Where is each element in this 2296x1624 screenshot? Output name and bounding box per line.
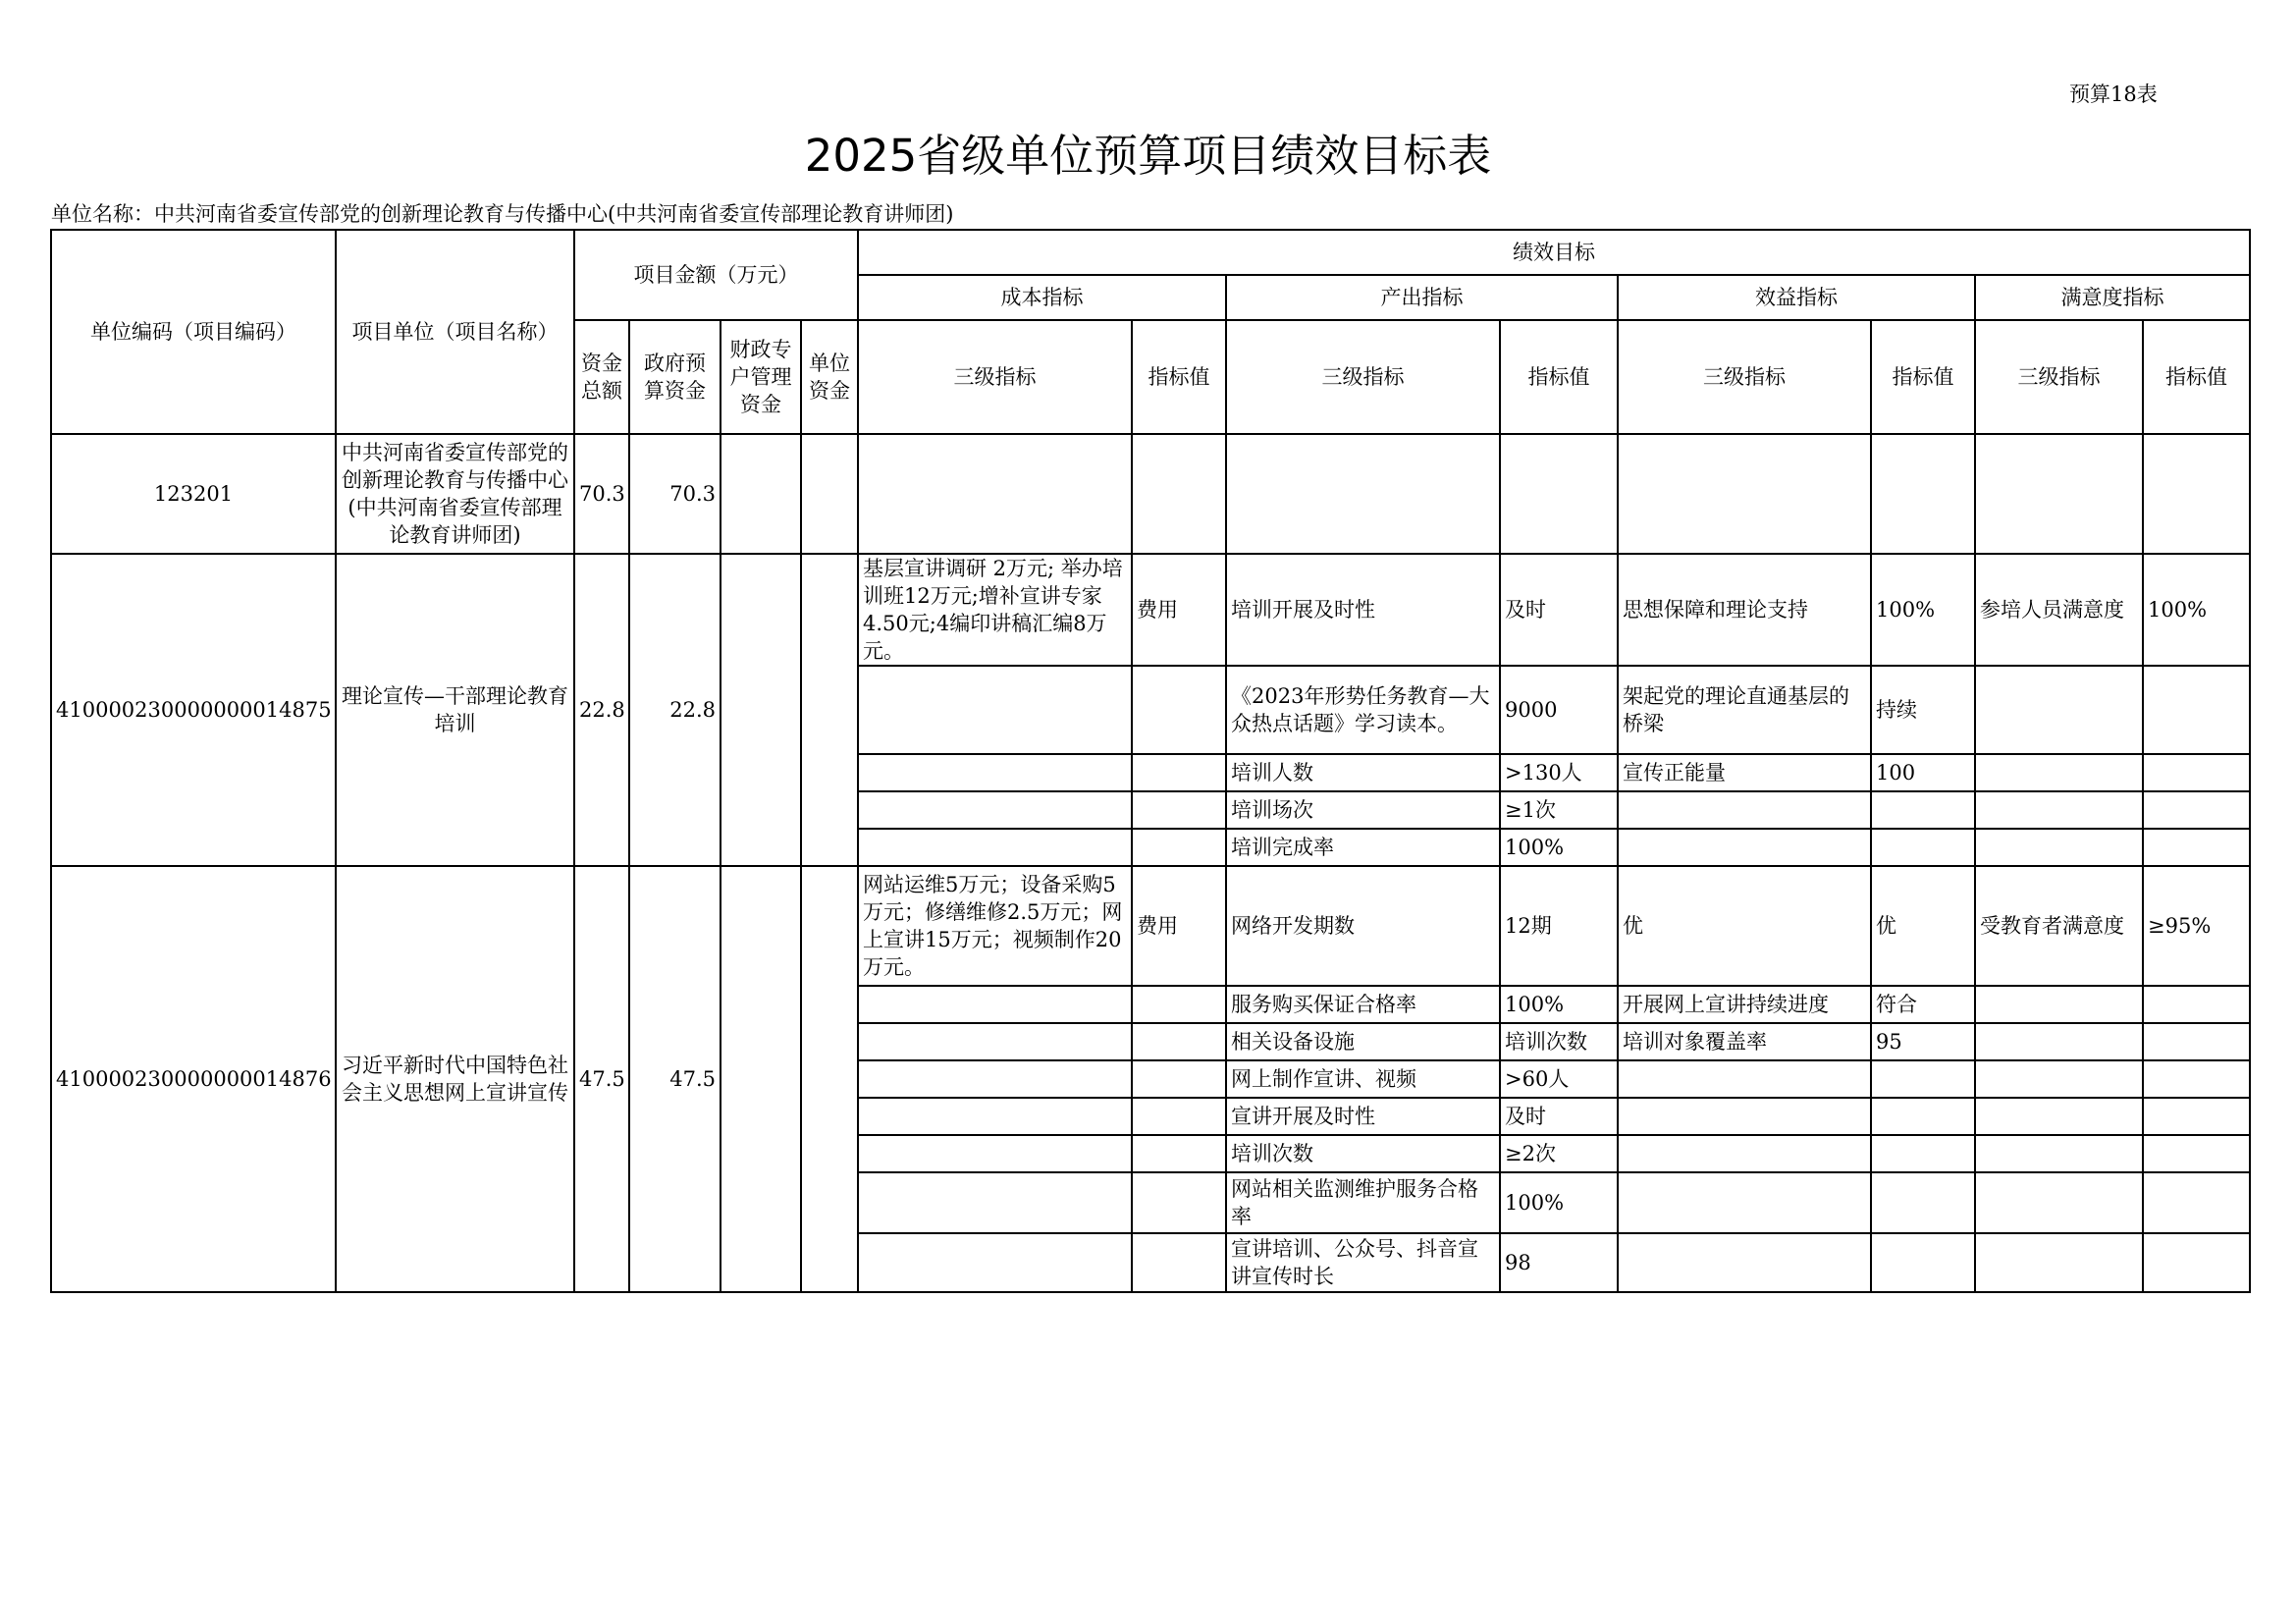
cost-value: [1132, 986, 1226, 1023]
satisfaction-value: [2143, 1060, 2250, 1098]
output-indicator: 网上制作宣讲、视频: [1226, 1060, 1500, 1098]
satisfaction-value: [2143, 1233, 2250, 1292]
satisfaction-value: [2143, 1135, 2250, 1172]
output-value: 100%: [1500, 829, 1618, 866]
satisfaction-indicator: [1975, 1233, 2143, 1292]
cost-indicator: [858, 791, 1132, 829]
output-indicator: 宣讲开展及时性: [1226, 1098, 1500, 1135]
unit-total: 70.3: [574, 434, 629, 554]
output-value: 98: [1500, 1233, 1618, 1292]
output-value: ≥1次: [1500, 791, 1618, 829]
satisfaction-indicator: 参培人员满意度: [1975, 554, 2143, 666]
output-indicator: 网络开发期数: [1226, 866, 1500, 986]
satisfaction-value: [2143, 986, 2250, 1023]
cost-value: [1132, 829, 1226, 866]
cost-indicator: [858, 1060, 1132, 1098]
satisfaction-indicator: [1975, 666, 2143, 754]
satisfaction-indicator: [1975, 1060, 2143, 1098]
header-row-1: [51, 230, 2250, 275]
benefit-value: [1871, 1060, 1975, 1098]
empty-cell: [1500, 434, 1618, 554]
empty-cell: [1618, 434, 1871, 554]
benefit-indicator: [1618, 1060, 1871, 1098]
cost-indicator: 网站运维5万元；设备采购5万元；修缮维修2.5万元；网上宣讲15万元；视频制作20万元。: [858, 866, 1132, 986]
cost-indicator: [858, 1172, 1132, 1233]
header-benefit: 效益指标: [1618, 275, 1975, 320]
output-value: 12期: [1500, 866, 1618, 986]
header-special: 财政专户管理资金: [721, 320, 801, 434]
header-code: 单位编码（项目编码）: [51, 230, 336, 434]
benefit-indicator: 思想保障和理论支持: [1618, 554, 1871, 666]
header-output-level3: 三级指标: [1226, 320, 1500, 434]
unit-row: [51, 434, 2250, 554]
header-cost-value: 指标值: [1132, 320, 1226, 434]
benefit-indicator: [1618, 791, 1871, 829]
satisfaction-indicator: [1975, 1172, 2143, 1233]
benefit-indicator: 架起党的理论直通基层的桥梁: [1618, 666, 1871, 754]
performance-table: [50, 229, 2251, 1293]
page-label: 预算18表: [2069, 82, 2158, 106]
satisfaction-value: [2143, 754, 2250, 791]
cost-indicator: [858, 1098, 1132, 1135]
benefit-value: [1871, 1135, 1975, 1172]
header-total: 资金总额: [574, 320, 629, 434]
cost-value: [1132, 1233, 1226, 1292]
unit-project-name: 中共河南省委宣传部党的创新理论教育与传播中心(中共河南省委宣传部理论教育讲师团): [336, 434, 574, 554]
cost-value: [1132, 666, 1226, 754]
header-performance: 绩效目标: [858, 230, 2250, 275]
empty-cell: [1226, 434, 1500, 554]
benefit-value: [1871, 791, 1975, 829]
benefit-value: [1871, 1172, 1975, 1233]
cost-indicator: [858, 666, 1132, 754]
cost-indicator: [858, 1023, 1132, 1060]
output-indicator: 培训场次: [1226, 791, 1500, 829]
output-value: 100%: [1500, 986, 1618, 1023]
satisfaction-indicator: [1975, 1135, 2143, 1172]
satisfaction-indicator: [1975, 754, 2143, 791]
satisfaction-indicator: [1975, 829, 2143, 866]
header-cost: 成本指标: [858, 275, 1226, 320]
project-code: 410000230000000014876: [51, 866, 336, 1292]
project-gov: 22.8: [629, 554, 721, 866]
satisfaction-value: [2143, 829, 2250, 866]
page-title: 2025省级单位预算项目绩效目标表: [804, 130, 1492, 182]
benefit-value: 100: [1871, 754, 1975, 791]
output-value: 9000: [1500, 666, 1618, 754]
output-value: ≥2次: [1500, 1135, 1618, 1172]
satisfaction-value: [2143, 1098, 2250, 1135]
benefit-indicator: 培训对象覆盖率: [1618, 1023, 1871, 1060]
satisfaction-value: [2143, 666, 2250, 754]
satisfaction-indicator: [1975, 1023, 2143, 1060]
unit-unitfund: [801, 434, 858, 554]
header-gov: 政府预算资金: [629, 320, 721, 434]
header-output: 产出指标: [1226, 275, 1618, 320]
unit-code: 123201: [51, 434, 336, 554]
satisfaction-indicator: 受教育者满意度: [1975, 866, 2143, 986]
benefit-indicator: 开展网上宣讲持续进度: [1618, 986, 1871, 1023]
project-special: [721, 866, 801, 1292]
cost-value: 费用: [1132, 554, 1226, 666]
project-unitfund: [801, 554, 858, 866]
header-satisfaction: 满意度指标: [1975, 275, 2250, 320]
output-indicator: 相关设备设施: [1226, 1023, 1500, 1060]
output-indicator: 宣讲培训、公众号、抖音宣讲宣传时长: [1226, 1233, 1500, 1292]
project-name: 理论宣传—干部理论教育培训: [336, 554, 574, 866]
cost-value: [1132, 754, 1226, 791]
satisfaction-value: [2143, 1172, 2250, 1233]
benefit-value: [1871, 829, 1975, 866]
output-indicator: 网站相关监测维护服务合格率: [1226, 1172, 1500, 1233]
header-output-value: 指标值: [1500, 320, 1618, 434]
output-indicator: 服务购买保证合格率: [1226, 986, 1500, 1023]
table-row: [51, 866, 2250, 986]
cost-value: [1132, 1098, 1226, 1135]
output-value: >130人: [1500, 754, 1618, 791]
benefit-value: 符合: [1871, 986, 1975, 1023]
cost-value: [1132, 1172, 1226, 1233]
project-gov: 47.5: [629, 866, 721, 1292]
satisfaction-value: ≥95%: [2143, 866, 2250, 986]
header-unit: 项目单位（项目名称）: [336, 230, 574, 434]
empty-cell: [1871, 434, 1975, 554]
cost-indicator: [858, 1135, 1132, 1172]
satisfaction-indicator: [1975, 1098, 2143, 1135]
benefit-value: [1871, 1233, 1975, 1292]
empty-cell: [2143, 434, 2250, 554]
empty-cell: [1132, 434, 1226, 554]
project-name: 习近平新时代中国特色社会主义思想网上宣讲宣传: [336, 866, 574, 1292]
benefit-indicator: 宣传正能量: [1618, 754, 1871, 791]
empty-cell: [1975, 434, 2143, 554]
benefit-value: 95: [1871, 1023, 1975, 1060]
satisfaction-indicator: [1975, 986, 2143, 1023]
benefit-indicator: [1618, 1135, 1871, 1172]
cost-indicator: [858, 1233, 1132, 1292]
benefit-indicator: [1618, 1172, 1871, 1233]
header-benefit-level3: 三级指标: [1618, 320, 1871, 434]
project-total: 47.5: [574, 866, 629, 1292]
output-value: 培训次数: [1500, 1023, 1618, 1060]
benefit-value: 持续: [1871, 666, 1975, 754]
cost-indicator: [858, 754, 1132, 791]
project-unitfund: [801, 866, 858, 1292]
table-body: [51, 230, 2250, 1292]
project-code: 410000230000000014875: [51, 554, 336, 866]
unit-gov: 70.3: [629, 434, 721, 554]
table-row: [51, 554, 2250, 666]
benefit-value: 优: [1871, 866, 1975, 986]
output-indicator: 培训完成率: [1226, 829, 1500, 866]
unit-name-line: 单位名称：中共河南省委宣传部党的创新理论教育与传播中心(中共河南省委宣传部理论教育讲师团): [51, 202, 954, 226]
cost-value: [1132, 1060, 1226, 1098]
header-cost-level3: 三级指标: [858, 320, 1132, 434]
satisfaction-value: [2143, 791, 2250, 829]
benefit-indicator: [1618, 829, 1871, 866]
header-amount: 项目金额（万元）: [574, 230, 858, 320]
output-indicator: 培训人数: [1226, 754, 1500, 791]
cost-indicator: [858, 829, 1132, 866]
header-satisfaction-value: 指标值: [2143, 320, 2250, 434]
cost-value: [1132, 1135, 1226, 1172]
benefit-value: 100%: [1871, 554, 1975, 666]
output-indicator: 《2023年形势任务教育—大众热点话题》学习读本。: [1226, 666, 1500, 754]
benefit-indicator: [1618, 1233, 1871, 1292]
output-value: >60人: [1500, 1060, 1618, 1098]
project-total: 22.8: [574, 554, 629, 866]
output-value: 100%: [1500, 1172, 1618, 1233]
satisfaction-indicator: [1975, 791, 2143, 829]
benefit-indicator: [1618, 1098, 1871, 1135]
cost-indicator: 基层宣讲调研 2万元; 举办培训班12万元;增补宣讲专家4.50元;4编印讲稿汇编8万元。: [858, 554, 1132, 666]
cost-indicator: [858, 986, 1132, 1023]
cost-value: 费用: [1132, 866, 1226, 986]
benefit-value: [1871, 1098, 1975, 1135]
output-indicator: 培训次数: [1226, 1135, 1500, 1172]
output-indicator: 培训开展及时性: [1226, 554, 1500, 666]
empty-cell: [858, 434, 1132, 554]
benefit-indicator: 优: [1618, 866, 1871, 986]
cost-value: [1132, 791, 1226, 829]
project-special: [721, 554, 801, 866]
header-satisfaction-level3: 三级指标: [1975, 320, 2143, 434]
unit-special: [721, 434, 801, 554]
satisfaction-value: 100%: [2143, 554, 2250, 666]
header-unitfund: 单位资金: [801, 320, 858, 434]
satisfaction-value: [2143, 1023, 2250, 1060]
output-value: 及时: [1500, 1098, 1618, 1135]
cost-value: [1132, 1023, 1226, 1060]
header-benefit-value: 指标值: [1871, 320, 1975, 434]
output-value: 及时: [1500, 554, 1618, 666]
